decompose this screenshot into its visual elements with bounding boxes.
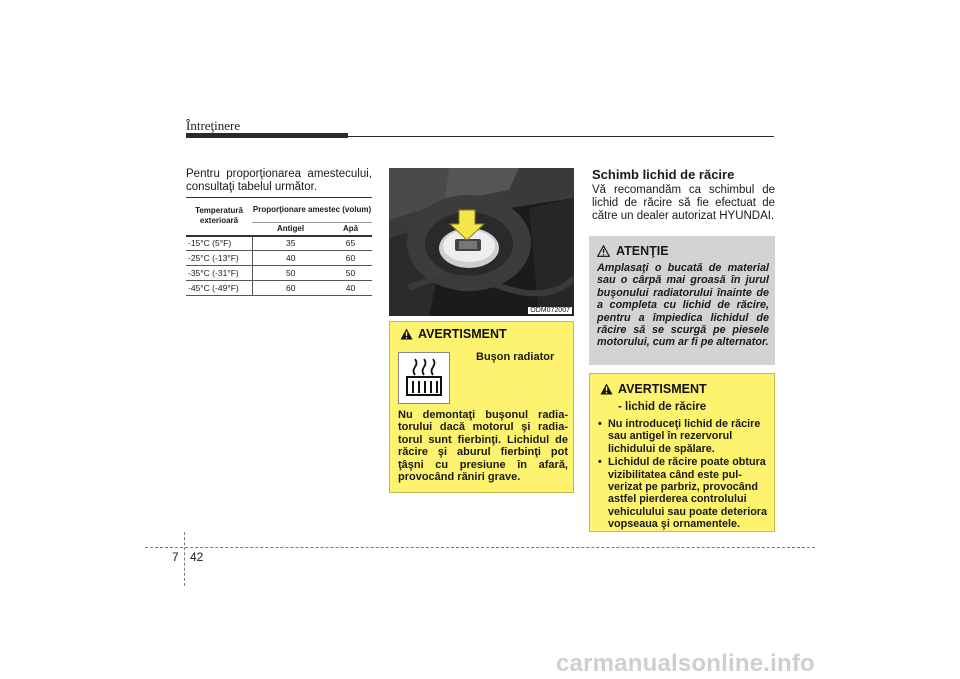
- warning-subheading: - lichid de răcire: [618, 401, 707, 413]
- warning-triangle-icon: [600, 383, 613, 395]
- caution-heading: ATENŢIE: [616, 244, 669, 258]
- cell-temp: -45°C (-49°F): [186, 281, 252, 296]
- cell-water: 40: [329, 281, 372, 296]
- chapter-number: 7: [172, 550, 179, 564]
- table-row: [186, 251, 372, 266]
- section-header-title: Întreţinere: [186, 118, 241, 133]
- section-heading: Schimb lichid de răcire: [592, 167, 735, 182]
- cell-water: 50: [329, 266, 372, 281]
- warning-heading: AVERTISMENT: [618, 382, 707, 396]
- cell-antifreeze: 60: [252, 281, 329, 296]
- radiator-steam-icon: [398, 352, 450, 404]
- footer-vertical-divider: [184, 532, 185, 586]
- cell-temp: -25°C (-13°F): [186, 251, 252, 266]
- col-header-temperature: Temperatură exterioară: [186, 198, 252, 236]
- coolant-warning: [589, 373, 775, 532]
- list-item: • Nu introduceţi lichid de răcire sau antigel în rezervorul lichidului de spălare.: [598, 418, 770, 455]
- warning-list: [598, 418, 770, 532]
- figure-code: ODM072007: [530, 307, 570, 314]
- radiator-cap-photo: [389, 168, 574, 316]
- cell-antifreeze: 40: [252, 251, 329, 266]
- warning-heading: AVERTISMENT: [418, 327, 507, 341]
- caution-box: [589, 236, 775, 365]
- caution-body: Amplasaţi o bucată de material sau o cârpă mai groasă în jurul buşonului radiatorului înainte de a completa cu lichid de răcire, pentru a împiedica lichidul de răcire să se scurgă pe piesele motorului, cum ar fi pe alternator.: [597, 262, 769, 349]
- warning-triangle-icon: [400, 328, 413, 340]
- col-header-antifreeze: Antigel: [252, 223, 329, 236]
- footer-divider: [145, 547, 815, 548]
- cell-antifreeze: 35: [252, 236, 329, 251]
- cell-water: 60: [329, 251, 372, 266]
- warning-body: Nu demontaţi buşonul radiatorului dacă motorul şi radiatorul sunt fierbinţi. Lichidul de răcire şi aburul fierbinţi pot ţâşni cu presiune în afară, provocând răniri grave.: [398, 409, 568, 484]
- table-row: [186, 266, 372, 281]
- table-row: [186, 236, 372, 251]
- table-row: [186, 281, 372, 296]
- coolant-mix-table: [186, 197, 372, 296]
- list-item: • Lichidul de răcire poate obtura vizibilitatea când este pulverizat pe parbriz, provocând astfel pierderea controlului vehiculului sau poate deteriora vopseaua şi ornamentele.: [598, 456, 770, 530]
- caution-triangle-icon: [597, 245, 610, 257]
- cell-temp: -35°C (-31°F): [186, 266, 252, 281]
- cell-water: 65: [329, 236, 372, 251]
- intro-paragraph: Pentru proporţionarea amestecului, consultaţi tabelul următor.: [186, 168, 372, 193]
- radiator-cap-warning: [389, 321, 574, 493]
- cell-antifreeze: 50: [252, 266, 329, 281]
- page-number: 42: [190, 550, 204, 564]
- engine-bay-illustration: [389, 168, 574, 316]
- header-rule: [186, 136, 774, 137]
- radiator-cap-caption: Buşon radiator: [476, 351, 555, 363]
- col-header-water: Apă: [329, 223, 372, 236]
- section-paragraph: Vă recomandăm ca schimbul de lichid de răcire să fie efectuat de către un dealer autorizat HYUNDAI.: [592, 184, 775, 222]
- col-header-ratio: Proporţionare amestec (volum): [252, 198, 372, 223]
- watermark: carmanualsonline.info: [556, 650, 815, 677]
- cell-temp: -15°C (5°F): [186, 236, 252, 251]
